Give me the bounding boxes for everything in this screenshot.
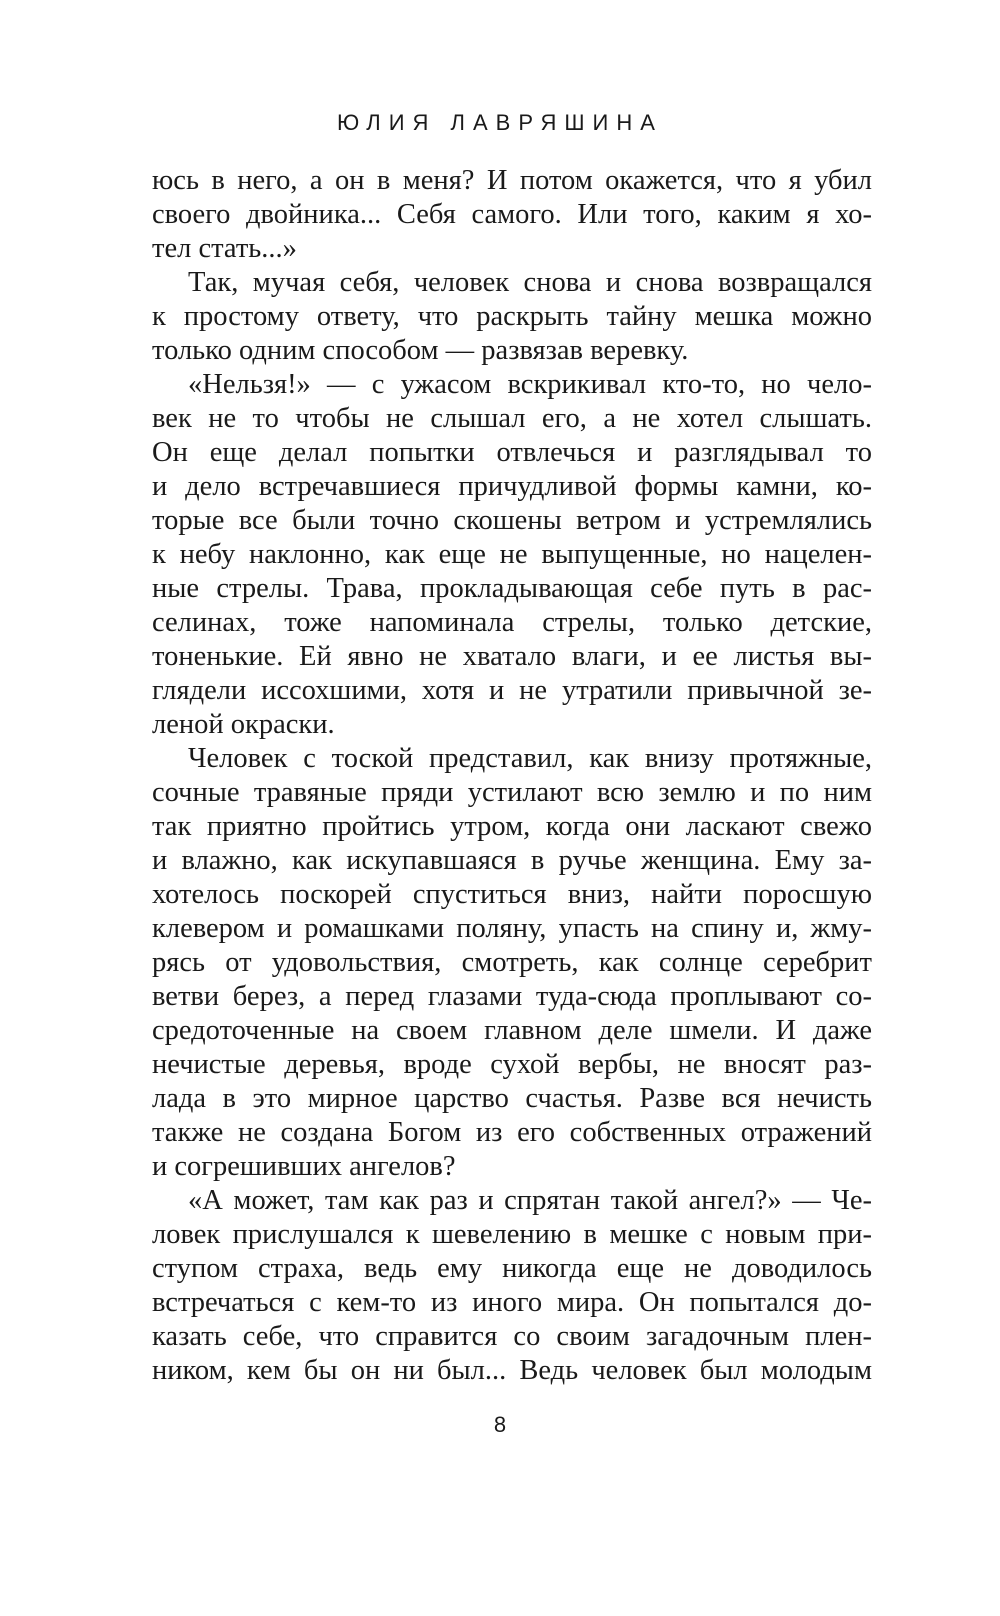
text-line: хотелось поскорей спуститься вниз, найти поросшую [152, 879, 872, 910]
text-line: ступом страха, ведь ему никогда еще не доводилось [152, 1253, 872, 1284]
page-number: 8 [493, 1412, 507, 1437]
text-line: и дело встречавшиеся причудливой формы камни, ко- [152, 471, 872, 502]
text-line: торые все были точно скошены ветром и устремлялись [152, 505, 872, 536]
text-line: глядели иссохшими, хотя и не утратили привычной зе- [152, 675, 872, 706]
running-header-author: ЮЛИЯ ЛАВРЯШИНА [337, 110, 663, 135]
text-line: юсь в него, а он в меня? И потом окажется, что я убил [152, 165, 872, 196]
text-line: своего двойника... Себя самого. Или того, каким я хо- [152, 199, 872, 230]
text-line: и влажно, как искупавшаяся в ручье женщина. Ему за- [152, 845, 872, 876]
text-line: встречаться с кем-то из иного мира. Он попытался до- [152, 1287, 872, 1318]
text-line: лада в это мирное царство счастья. Разве вся нечисть [152, 1083, 872, 1114]
text-line: «А может, там как раз и спрятан такой ангел?» — Че- [188, 1185, 872, 1216]
text-line: сочные травяные пряди устилают всю землю и по ним [152, 777, 872, 808]
text-line: тел стать...» [152, 233, 297, 264]
text-line: только одним способом — развязав веревку. [152, 335, 689, 366]
body-text [152, 164, 872, 1388]
text-line: и согрешивших ангелов? [152, 1151, 456, 1182]
text-line: Человек с тоской представил, как внизу протяжные, [188, 743, 872, 774]
text-line: селинах, тоже напоминала стрелы, только детские, [152, 607, 872, 638]
text-line: также не создана Богом из его собственных отражений [152, 1117, 872, 1148]
text-line: ные стрелы. Трава, прокладывающая себе путь в рас- [152, 573, 872, 604]
text-line: так приятно пройтись утром, когда они ласкают свежо [152, 811, 872, 842]
text-line: леной окраски. [152, 709, 335, 740]
text-line: «Нельзя!» — с ужасом вскрикивал кто-то, но чело- [188, 369, 872, 400]
text-line: век не то чтобы не слышал его, а не хотел слышать. [152, 403, 872, 434]
text-line: Он еще делал попытки отвлечься и разглядывал то [152, 437, 872, 468]
text-line: казать себе, что справится со своим загадочным плен- [152, 1321, 872, 1352]
text-line: нечистые деревья, вроде сухой вербы, не вносят раз- [152, 1049, 872, 1080]
text-line: ником, кем бы он ни был... Ведь человек был молодым [152, 1355, 872, 1386]
text-line: ветви берез, а перед глазами туда-сюда проплывают со- [152, 981, 872, 1012]
text-line: ловек прислушался к шевелению в мешке с новым при- [152, 1219, 872, 1250]
text-line: тоненькие. Ей явно не хватало влаги, и ее листья вы- [152, 641, 872, 672]
text-line: клевером и ромашками поляну, упасть на спину и, жму- [152, 913, 872, 944]
text-line: к простому ответу, что раскрыть тайну мешка можно [152, 301, 872, 332]
text-line: рясь от удовольствия, смотреть, как солнце серебрит [152, 947, 872, 978]
text-line: средоточенные на своем главном деле шмели. И даже [152, 1015, 872, 1046]
text-line: к небу наклонно, как еще не выпущенные, но нацелен- [152, 539, 872, 570]
text-line: Так, мучая себя, человек снова и снова возвращался [188, 267, 872, 298]
